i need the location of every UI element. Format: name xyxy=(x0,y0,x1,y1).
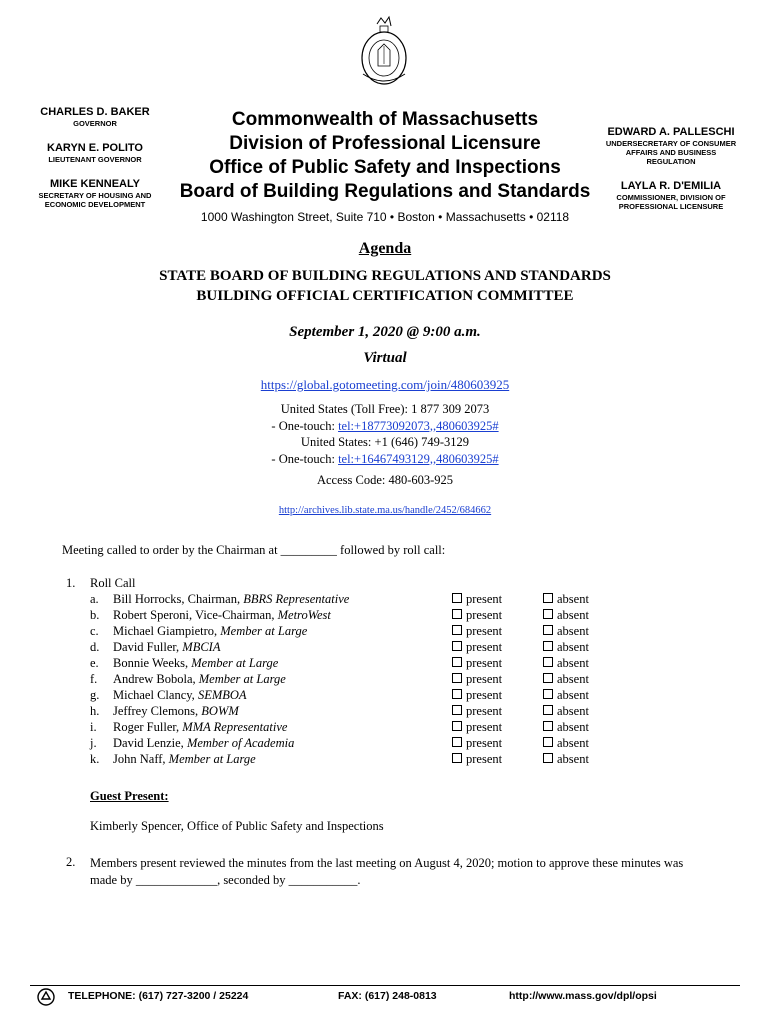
phone-toll-free: United States (Toll Free): 1 877 309 2073 xyxy=(280,402,490,416)
present-label: present xyxy=(466,752,503,766)
checkbox-icon xyxy=(452,737,462,747)
absent-label: absent xyxy=(557,688,589,702)
checkbox-icon xyxy=(543,593,553,603)
member-entry xyxy=(113,720,287,735)
absent-label: absent xyxy=(557,672,589,686)
present-label: present xyxy=(466,624,503,638)
checkbox-icon xyxy=(452,721,462,731)
footer-telephone: TELEPHONE: (617) 727-3200 / 25224 xyxy=(68,990,249,1002)
roll-call-row xyxy=(90,736,650,752)
member-title: Member at Large xyxy=(191,656,279,670)
checkbox-icon xyxy=(452,753,462,763)
present-label: present xyxy=(466,656,503,670)
official-undersecretary xyxy=(596,126,746,166)
row-letter: a. xyxy=(90,592,99,606)
member-entry xyxy=(113,624,307,639)
checkbox-icon xyxy=(543,673,553,683)
meeting-link-row xyxy=(0,377,770,393)
member-entry xyxy=(113,608,331,623)
roll-call-row xyxy=(90,656,650,672)
member-entry xyxy=(113,688,247,703)
member-title: Member of Academia xyxy=(186,736,295,750)
roll-call-row xyxy=(90,752,650,768)
meeting-link[interactable]: https://global.gotomeeting.com/join/480603925 xyxy=(260,377,510,392)
official-role: ECONOMIC DEVELOPMENT xyxy=(44,200,146,209)
roll-call-row xyxy=(90,640,650,656)
committee-title xyxy=(0,266,770,306)
member-name: Roger Fuller, xyxy=(113,720,183,734)
agenda-heading: Agenda xyxy=(358,240,412,257)
checkbox-icon xyxy=(452,673,462,683)
present-checkbox[interactable] xyxy=(452,752,502,767)
absent-checkbox[interactable] xyxy=(543,720,589,735)
official-role: PROFESSIONAL LICENSURE xyxy=(618,202,724,211)
member-name: Jeffrey Clemons, xyxy=(113,704,202,718)
item-number: 2. xyxy=(66,855,76,869)
present-checkbox[interactable] xyxy=(452,704,502,719)
row-letter: f. xyxy=(90,672,98,686)
present-label: present xyxy=(466,640,503,654)
onetouch-label: - One-touch: xyxy=(271,451,339,466)
official-governor xyxy=(30,106,160,128)
checkbox-icon xyxy=(452,625,462,635)
present-checkbox[interactable] xyxy=(452,688,502,703)
called-to-order: Meeting called to order by the Chairman at _________ followed by roll call: xyxy=(62,543,446,557)
official-role: REGULATION xyxy=(646,157,696,166)
official-role: COMMISSIONER, DIVISION OF xyxy=(616,193,726,202)
official-name: KARYN E. POLITO xyxy=(47,142,143,154)
item-number: 1. xyxy=(66,576,76,590)
member-entry xyxy=(113,672,286,687)
onetouch-label: - One-touch: xyxy=(271,418,339,433)
roll-call-row xyxy=(90,704,650,720)
checkbox-icon xyxy=(452,593,462,603)
official-name: EDWARD A. PALLESCHI xyxy=(607,126,735,138)
letterhead-line: Commonwealth of Massachusetts xyxy=(231,109,539,130)
checkbox-icon xyxy=(543,753,553,763)
letterhead-line: Office of Public Safety and Inspections xyxy=(209,157,561,178)
checkbox-icon xyxy=(543,609,553,619)
archive-link-row xyxy=(0,505,770,516)
letterhead-address: 1000 Washington Street, Suite 710 • Boston • Massachusetts • 02118 xyxy=(200,210,570,224)
letterhead-line: Board of Building Regulations and Standards xyxy=(179,181,591,202)
official-role: UNDERSECRETARY OF CONSUMER xyxy=(605,139,737,148)
present-checkbox[interactable] xyxy=(452,720,502,735)
roll-call-row xyxy=(90,688,650,704)
checkbox-icon xyxy=(543,737,553,747)
row-letter: g. xyxy=(90,688,100,702)
member-entry xyxy=(113,656,278,671)
checkbox-icon xyxy=(543,625,553,635)
absent-label: absent xyxy=(557,752,589,766)
absent-label: absent xyxy=(557,704,589,718)
member-name: Bonnie Weeks, xyxy=(113,656,192,670)
meeting-date: September 1, 2020 @ 9:00 a.m. xyxy=(289,324,481,340)
meeting-mode: Virtual xyxy=(363,350,407,366)
checkbox-icon xyxy=(543,657,553,667)
present-checkbox[interactable] xyxy=(452,640,502,655)
member-title: MBCIA xyxy=(182,640,221,654)
roll-call-title: Roll Call xyxy=(90,576,136,590)
member-title: BOWM xyxy=(201,704,239,718)
checkbox-icon xyxy=(452,609,462,619)
member-name: Andrew Bobola, xyxy=(113,672,199,686)
letterhead-title xyxy=(170,108,600,224)
member-entry xyxy=(113,640,220,655)
absent-checkbox[interactable] xyxy=(543,688,589,703)
official-role: LIEUTENANT GOVERNOR xyxy=(48,155,142,164)
member-entry xyxy=(113,592,349,607)
absent-label: absent xyxy=(557,736,589,750)
present-checkbox[interactable] xyxy=(452,656,502,671)
official-commissioner xyxy=(596,180,746,211)
phone-onetouch-row xyxy=(0,418,770,435)
present-label: present xyxy=(466,704,503,718)
archive-link[interactable]: http://archives.lib.state.ma.us/handle/2452/684662 xyxy=(278,505,492,516)
footer-fax: FAX: (617) 248-0813 xyxy=(338,990,437,1002)
letterhead-line: Division of Professional Licensure xyxy=(229,133,541,154)
member-name: John Naff, xyxy=(113,752,169,766)
phone-onetouch-link[interactable]: tel:+16467493129,,480603925# xyxy=(338,451,499,466)
phone-onetouch-row xyxy=(0,451,770,468)
member-entry xyxy=(113,752,256,767)
left-officials xyxy=(30,106,160,223)
absent-checkbox[interactable] xyxy=(543,736,589,751)
present-label: present xyxy=(466,608,503,622)
official-secretary xyxy=(30,178,160,209)
roll-call-row xyxy=(90,624,650,640)
present-checkbox[interactable] xyxy=(452,624,502,639)
absent-label: absent xyxy=(557,656,589,670)
official-name: CHARLES D. BAKER xyxy=(40,106,150,118)
absent-checkbox[interactable] xyxy=(543,752,589,767)
checkbox-icon xyxy=(452,689,462,699)
roll-call-list xyxy=(90,592,650,768)
present-label: present xyxy=(466,688,503,702)
member-entry xyxy=(113,736,294,751)
checkbox-icon xyxy=(452,705,462,715)
member-entry xyxy=(113,704,239,719)
present-label: present xyxy=(466,592,503,606)
checkbox-icon xyxy=(543,689,553,699)
official-role: AFFAIRS AND BUSINESS xyxy=(625,148,717,157)
member-name: Michael Giampietro, xyxy=(113,624,221,638)
present-label: present xyxy=(466,720,503,734)
row-letter: h. xyxy=(90,704,100,718)
present-checkbox[interactable] xyxy=(452,736,502,751)
absent-checkbox[interactable] xyxy=(543,656,589,671)
member-name: Robert Speroni, Vice-Chairman, xyxy=(113,608,278,622)
member-name: Michael Clancy, xyxy=(113,688,198,702)
absent-label: absent xyxy=(557,608,589,622)
official-lt-governor xyxy=(30,142,160,164)
absent-label: absent xyxy=(557,640,589,654)
row-letter: d. xyxy=(90,640,100,654)
guest-name: Kimberly Spencer, Office of Public Safety and Inspections xyxy=(90,819,384,833)
roll-call-row xyxy=(90,592,650,608)
absent-checkbox[interactable] xyxy=(543,608,589,623)
member-title: Member at Large xyxy=(198,672,286,686)
absent-label: absent xyxy=(557,624,589,638)
checkbox-icon xyxy=(452,641,462,651)
official-role: GOVERNOR xyxy=(73,119,117,128)
member-name: David Fuller, xyxy=(113,640,183,654)
right-officials xyxy=(596,126,746,225)
massachusetts-seal-icon xyxy=(357,14,411,88)
committee-line: STATE BOARD OF BUILDING REGULATIONS AND STANDARDS xyxy=(159,268,611,284)
row-letter: e. xyxy=(90,656,99,670)
roll-call-row xyxy=(90,720,650,736)
present-checkbox[interactable] xyxy=(452,592,502,607)
guest-heading: Guest Present: xyxy=(90,789,169,803)
checkbox-icon xyxy=(543,721,553,731)
row-letter: b. xyxy=(90,608,100,622)
committee-line: BUILDING OFFICIAL CERTIFICATION COMMITTEE xyxy=(196,288,574,304)
row-letter: j. xyxy=(90,736,97,750)
member-title: MMA Representative xyxy=(182,720,288,734)
row-letter: i. xyxy=(90,720,97,734)
footer-divider xyxy=(30,985,740,986)
absent-label: absent xyxy=(557,720,589,734)
checkbox-icon xyxy=(543,641,553,651)
present-label: present xyxy=(466,736,503,750)
absent-checkbox[interactable] xyxy=(543,704,589,719)
recycle-icon xyxy=(36,988,56,1006)
member-title: MetroWest xyxy=(277,608,331,622)
phone-us: United States: +1 (646) 749-3129 xyxy=(300,435,470,449)
row-letter: k. xyxy=(90,752,100,766)
dial-in-block xyxy=(0,401,770,467)
footer-url[interactable]: http://www.mass.gov/dpl/opsi xyxy=(509,990,657,1002)
present-label: present xyxy=(466,672,503,686)
checkbox-icon xyxy=(543,705,553,715)
member-title: SEMBOA xyxy=(197,688,247,702)
access-code: Access Code: 480-603-925 xyxy=(316,473,454,487)
checkbox-icon xyxy=(452,657,462,667)
phone-onetouch-link[interactable]: tel:+18773092073,,480603925# xyxy=(338,418,499,433)
present-checkbox[interactable] xyxy=(452,608,502,623)
official-role: SECRETARY OF HOUSING AND xyxy=(38,191,152,200)
present-checkbox[interactable] xyxy=(452,672,502,687)
row-letter: c. xyxy=(90,624,99,638)
official-name: LAYLA R. D'EMILIA xyxy=(620,180,722,192)
minutes-approval: Members present reviewed the minutes from the last meeting on August 4, 2020; motion to approve these minutes was made by _____________, seconded by ___________. xyxy=(90,856,684,887)
absent-label: absent xyxy=(557,592,589,606)
official-name: MIKE KENNEALY xyxy=(49,178,141,190)
absent-checkbox[interactable] xyxy=(543,672,589,687)
member-title: Member at Large xyxy=(220,624,308,638)
roll-call-row xyxy=(90,672,650,688)
member-name: Bill Horrocks, Chairman, xyxy=(113,592,244,606)
roll-call-row xyxy=(90,608,650,624)
absent-checkbox[interactable] xyxy=(543,624,589,639)
member-title: BBRS Representative xyxy=(243,592,350,606)
member-name: David Lenzie, xyxy=(113,736,187,750)
absent-checkbox[interactable] xyxy=(543,592,589,607)
member-title: Member at Large xyxy=(168,752,256,766)
absent-checkbox[interactable] xyxy=(543,640,589,655)
